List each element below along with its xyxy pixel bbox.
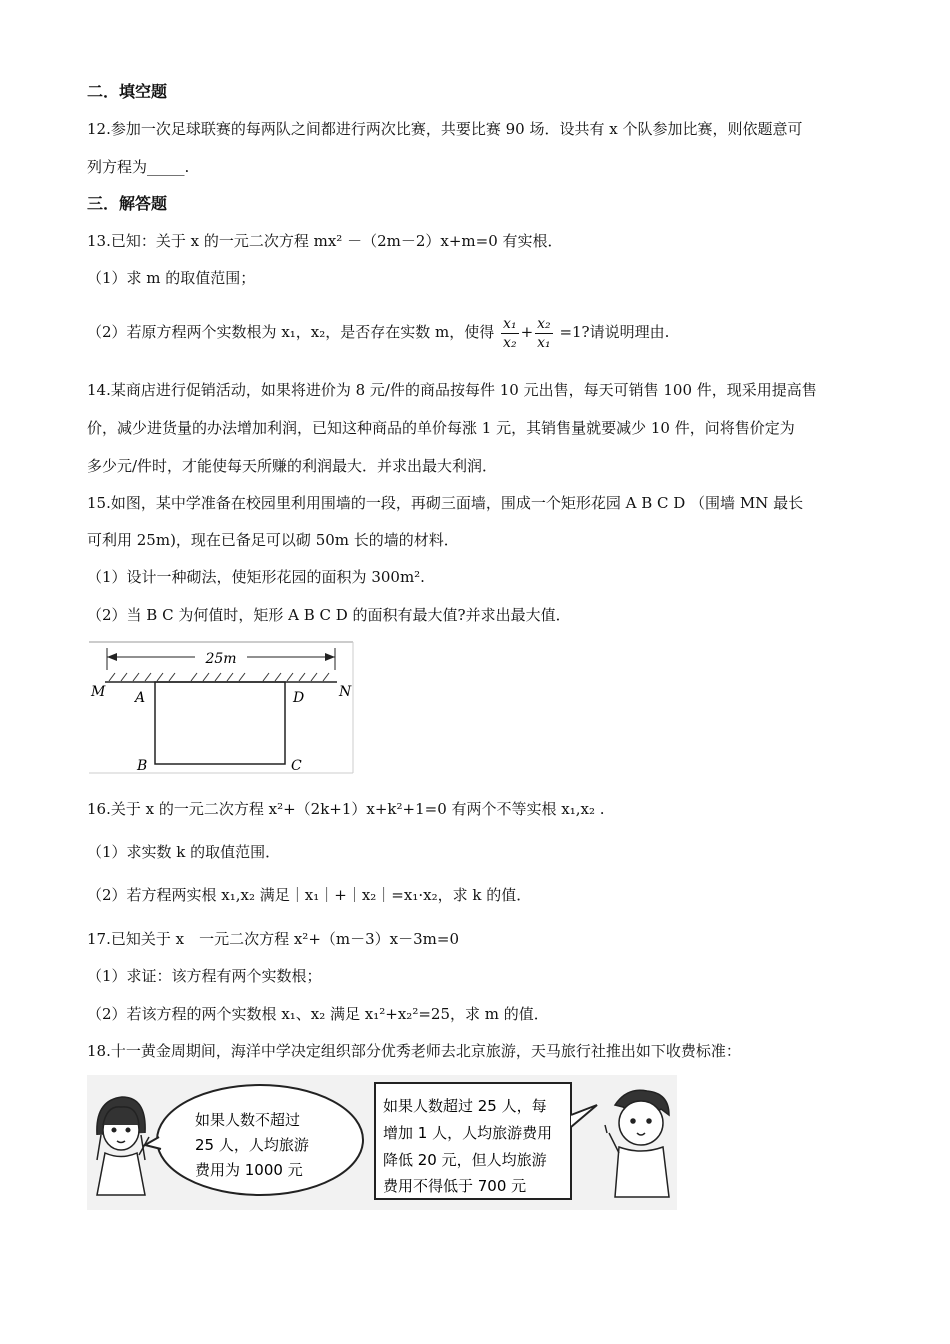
arrow-right-icon — [325, 653, 335, 661]
rectangle-garden-figure — [87, 640, 355, 775]
left-bubble-line2: 25 人，人均旅游 — [195, 1136, 309, 1154]
fraction1-numerator: x₁ — [503, 315, 517, 332]
q15-line1: 15.如图，某中学准备在校园里利用围墙的一段，再砌三面墙，围成一个矩形花园 A B C D （围墙 MN 最长 — [87, 494, 804, 512]
q15-line2: 可利用 25m)，现在已备足可以砌 50m 长的墙的材料． — [87, 531, 459, 549]
label-d: D — [293, 690, 305, 706]
section-answer-title: 三．解答题 — [87, 194, 168, 213]
fraction-x1-over-x2 — [501, 315, 519, 352]
right-box-line4: 费用不得低于 700 元 — [383, 1177, 527, 1195]
q18-stem: 18.十一黄金周期间，海洋中学决定组织部分优秀老师去北京旅游，天马旅行社推出如下收费标准： — [87, 1042, 741, 1060]
fraction-x2-over-x1 — [535, 315, 553, 352]
q17-part2: （2）若该方程的两个实数根 x₁、x₂ 满足 x₁²+x₂²=25，求 m 的值． — [87, 1005, 549, 1023]
travel-pricing-figure — [87, 1075, 677, 1210]
fraction2-denominator: x₁ — [537, 334, 551, 351]
label-b: B — [137, 758, 148, 774]
pricing-illustration — [87, 1075, 677, 1210]
q14-line3: 多少元/件时，才能使每天所赚的利润最大．并求出最大利润． — [87, 457, 498, 475]
q14-line2: 价，减少进货量的办法增加利润，已知这种商品的单价每涨 1 元，其销售量就要减少 10 件，问将售价定为 — [87, 419, 795, 437]
garden-diagram — [87, 640, 355, 775]
fraction1-denominator: x₂ — [503, 334, 517, 351]
left-bubble-line1: 如果人数不超过 — [195, 1111, 301, 1129]
q16-part1: （1）求实数 k 的取值范围． — [87, 843, 281, 861]
section-fill-title: 二．填空题 — [87, 82, 168, 101]
rectangle-abcd — [155, 682, 285, 764]
wall-hatching — [109, 673, 329, 681]
q12-line1: 12.参加一次足球联赛的每两队之间都进行两次比赛，共要比赛 90 场．设共有 x 个队参加比赛，则依题意可 — [87, 120, 803, 138]
q13-part2-pre: （2）若原方程两个实数根为 x₁，x₂，是否存在实数 m，使得 — [87, 323, 495, 341]
q15-part2: （2）当 B C 为何值时，矩形 A B C D 的面积有最大值?并求出最大值． — [87, 606, 571, 624]
q17-stem: 17.已知关于 x 一元二次方程 x²+（m－3）x－3m=0 — [87, 930, 459, 948]
right-box-line2: 增加 1 人，人均旅游费用 — [383, 1124, 553, 1142]
label-a: A — [135, 690, 146, 706]
q15-part1: （1）设计一种砌法，使矩形花园的面积为 300m². — [87, 568, 425, 586]
right-box-line3: 降低 20 元，但人均旅游 — [383, 1151, 547, 1169]
left-bubble-line3: 费用为 1000 元 — [195, 1161, 303, 1179]
label-c: C — [291, 758, 302, 774]
length-label: 25m — [205, 651, 237, 667]
right-box-line1: 如果人数超过 25 人，每 — [383, 1097, 547, 1115]
fraction2-numerator: x₂ — [537, 315, 551, 332]
q16-stem: 16.关于 x 的一元二次方程 x²+（2k+1）x+k²+1=0 有两个不等实根 x₁,x₂ . — [87, 800, 605, 818]
q13-part2 — [87, 312, 669, 352]
arrow-left-icon — [107, 653, 117, 661]
q14-line1: 14.某商店进行促销活动，如果将进价为 8 元/件的商品按每件 10 元出售，每天可销售 100 件，现采用提高售 — [87, 381, 817, 399]
q16-part2: （2）若方程两实根 x₁,x₂ 满足｜x₁｜+｜x₂｜=x₁·x₂，求 k 的值． — [87, 886, 532, 904]
q13-stem: 13.已知：关于 x 的一元二次方程 mx² －（2m－2）x+m=0 有实根． — [87, 232, 563, 250]
q13-part1: （1）求 m 的取值范围； — [87, 269, 256, 287]
q17-part1: （1）求证：该方程有两个实数根； — [87, 967, 322, 985]
q12-line2: 列方程为_____. — [87, 158, 190, 176]
label-n: N — [339, 684, 352, 700]
q13-part2-post: =1?请说明理由. — [559, 323, 670, 341]
plus-sign: + — [520, 323, 534, 341]
label-m: M — [91, 684, 106, 700]
